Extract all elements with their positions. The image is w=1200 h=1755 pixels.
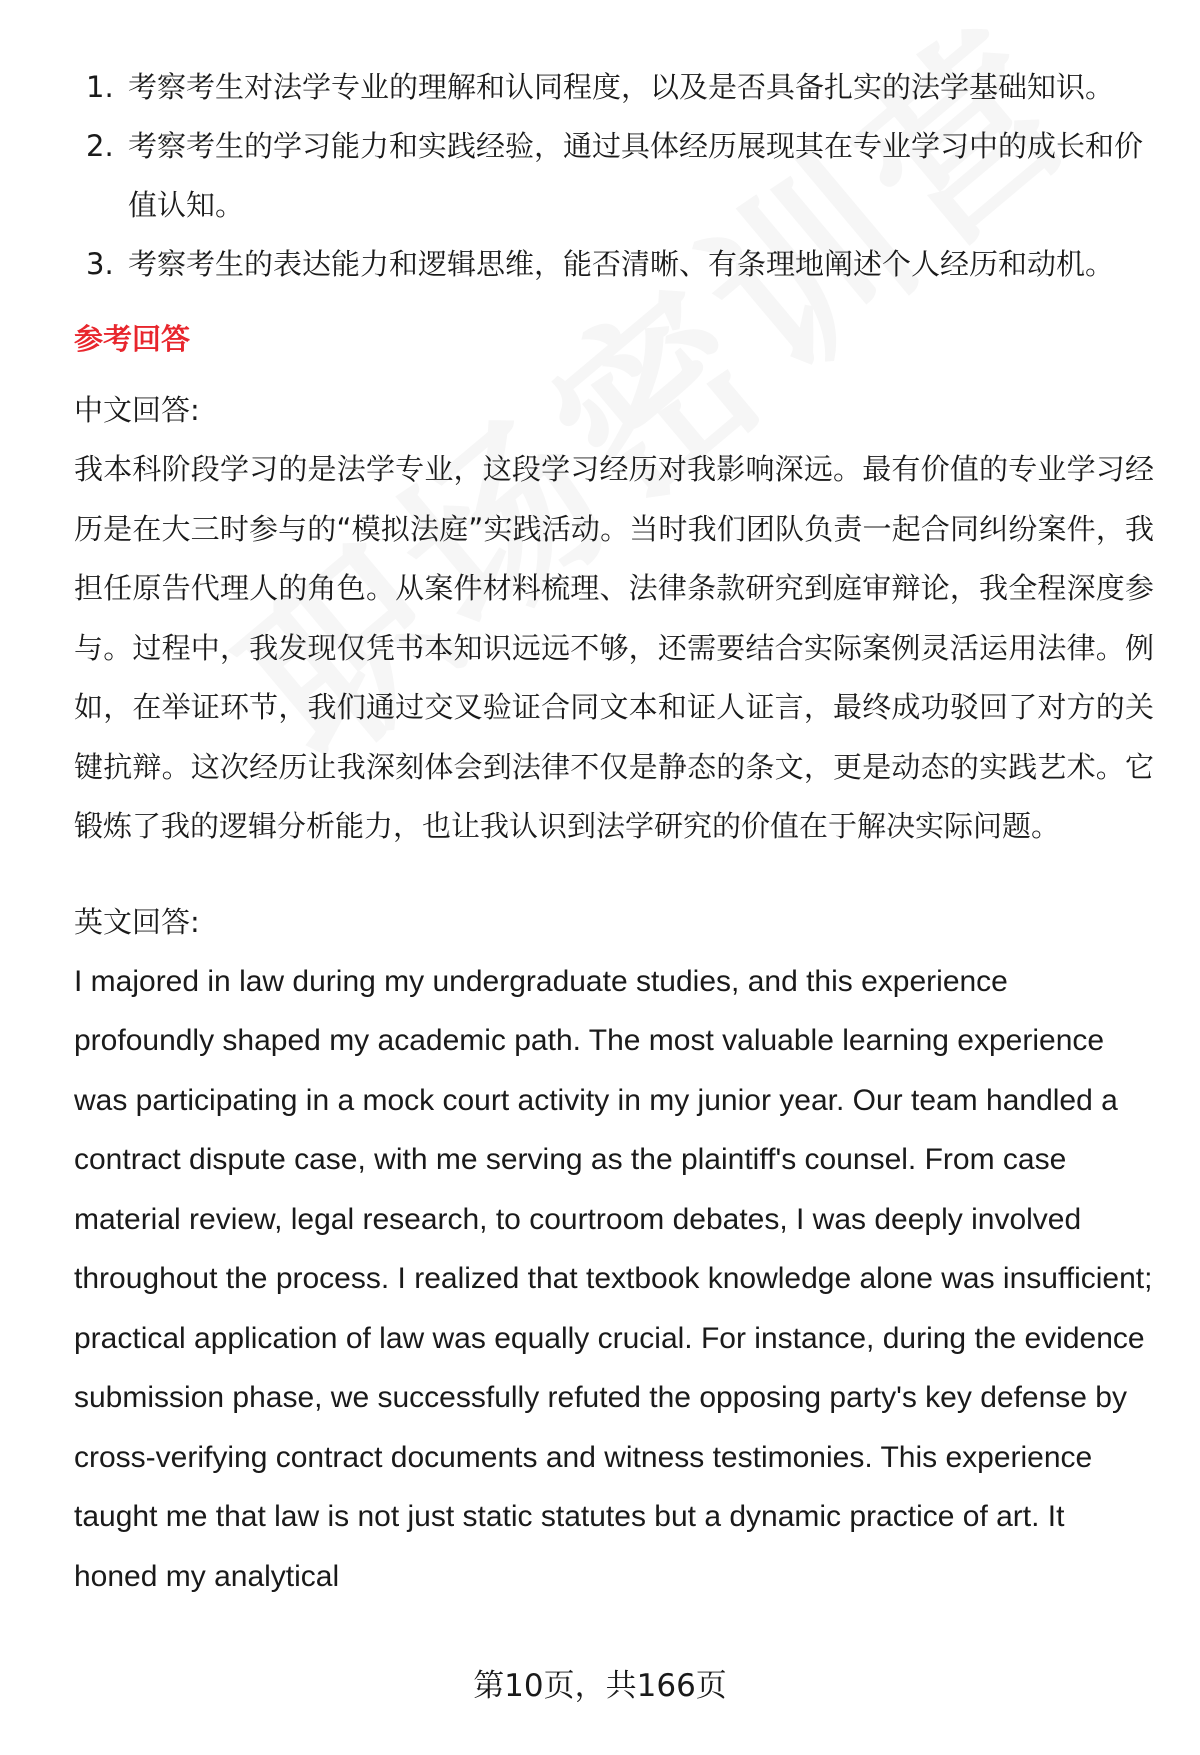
list-item <box>74 117 1154 235</box>
list-item <box>74 235 1154 294</box>
page-content <box>74 58 1154 1606</box>
list-item-text: 考察考生的学习能力和实践经验，通过具体经历展现其在专业学习中的成长和价值认知。 <box>128 129 1144 222</box>
reference-answer-heading: 参考回答 <box>74 322 191 356</box>
english-answer-paragraph: I majored in law during my undergraduate studies, and this experience profoundly shaped my academic path. The most valuable learning experience was participating in a mock court activity in my junior year. Our team handled a contract dispute case, with me serving as the plaintiff's counsel. From case material review, legal research, to courtroom debates, I was deeply involved throughout the process. I realized that textbook knowledge alone was insufficient; practical application of law was equally crucial. For instance, during the evidence submission phase, we successfully refuted the opposing party's key defense by cross-verifying contract documents and witness testimonies. This experience taught me that law is not just static statutes but a dynamic practice of art. It honed my analytical <box>74 964 1153 1593</box>
chinese-answer-label: 中文回答: <box>74 393 200 427</box>
list-item-text: 考察考生的表达能力和逻辑思维，能否清晰、有条理地阐述个人经历和动机。 <box>128 247 1115 281</box>
list-item-number: 1. <box>86 70 114 104</box>
english-answer-label: 英文回答: <box>74 904 200 939</box>
chinese-answer-paragraph: 我本科阶段学习的是法学专业，这段学习经历对我影响深远。最有价值的专业学习经历是在大三时参与的“模拟法庭”实践活动。当时我们团队负责一起合同纠纷案件，我担任原告代理人的角色。从案件材料梳理、法律条款研究到庭审辩论，我全程深度参与。过程中，我发现仅凭书本知识远远不够，还需要结合实际案例灵活运用法律。例如，在举证环节，我们通过交叉验证合同文本和证人证言，最终成功驳回了对方的关键抗辩。这次经历让我深刻体会到法律不仅是静态的条文，更是动态的实践艺术。它锻炼了我的逻辑分析能力，也让我认识到法学研究的价值在于解决实际问题。 <box>74 452 1154 843</box>
list-item-number: 3. <box>86 247 114 281</box>
list-item <box>74 58 1154 117</box>
objectives-list <box>74 58 1154 294</box>
page-number-footer: 第10页，共166页 <box>473 1668 727 1704</box>
list-item-number: 2. <box>86 129 114 163</box>
list-item-text: 考察考生对法学专业的理解和认同程度，以及是否具备扎实的法学基础知识。 <box>128 70 1115 104</box>
